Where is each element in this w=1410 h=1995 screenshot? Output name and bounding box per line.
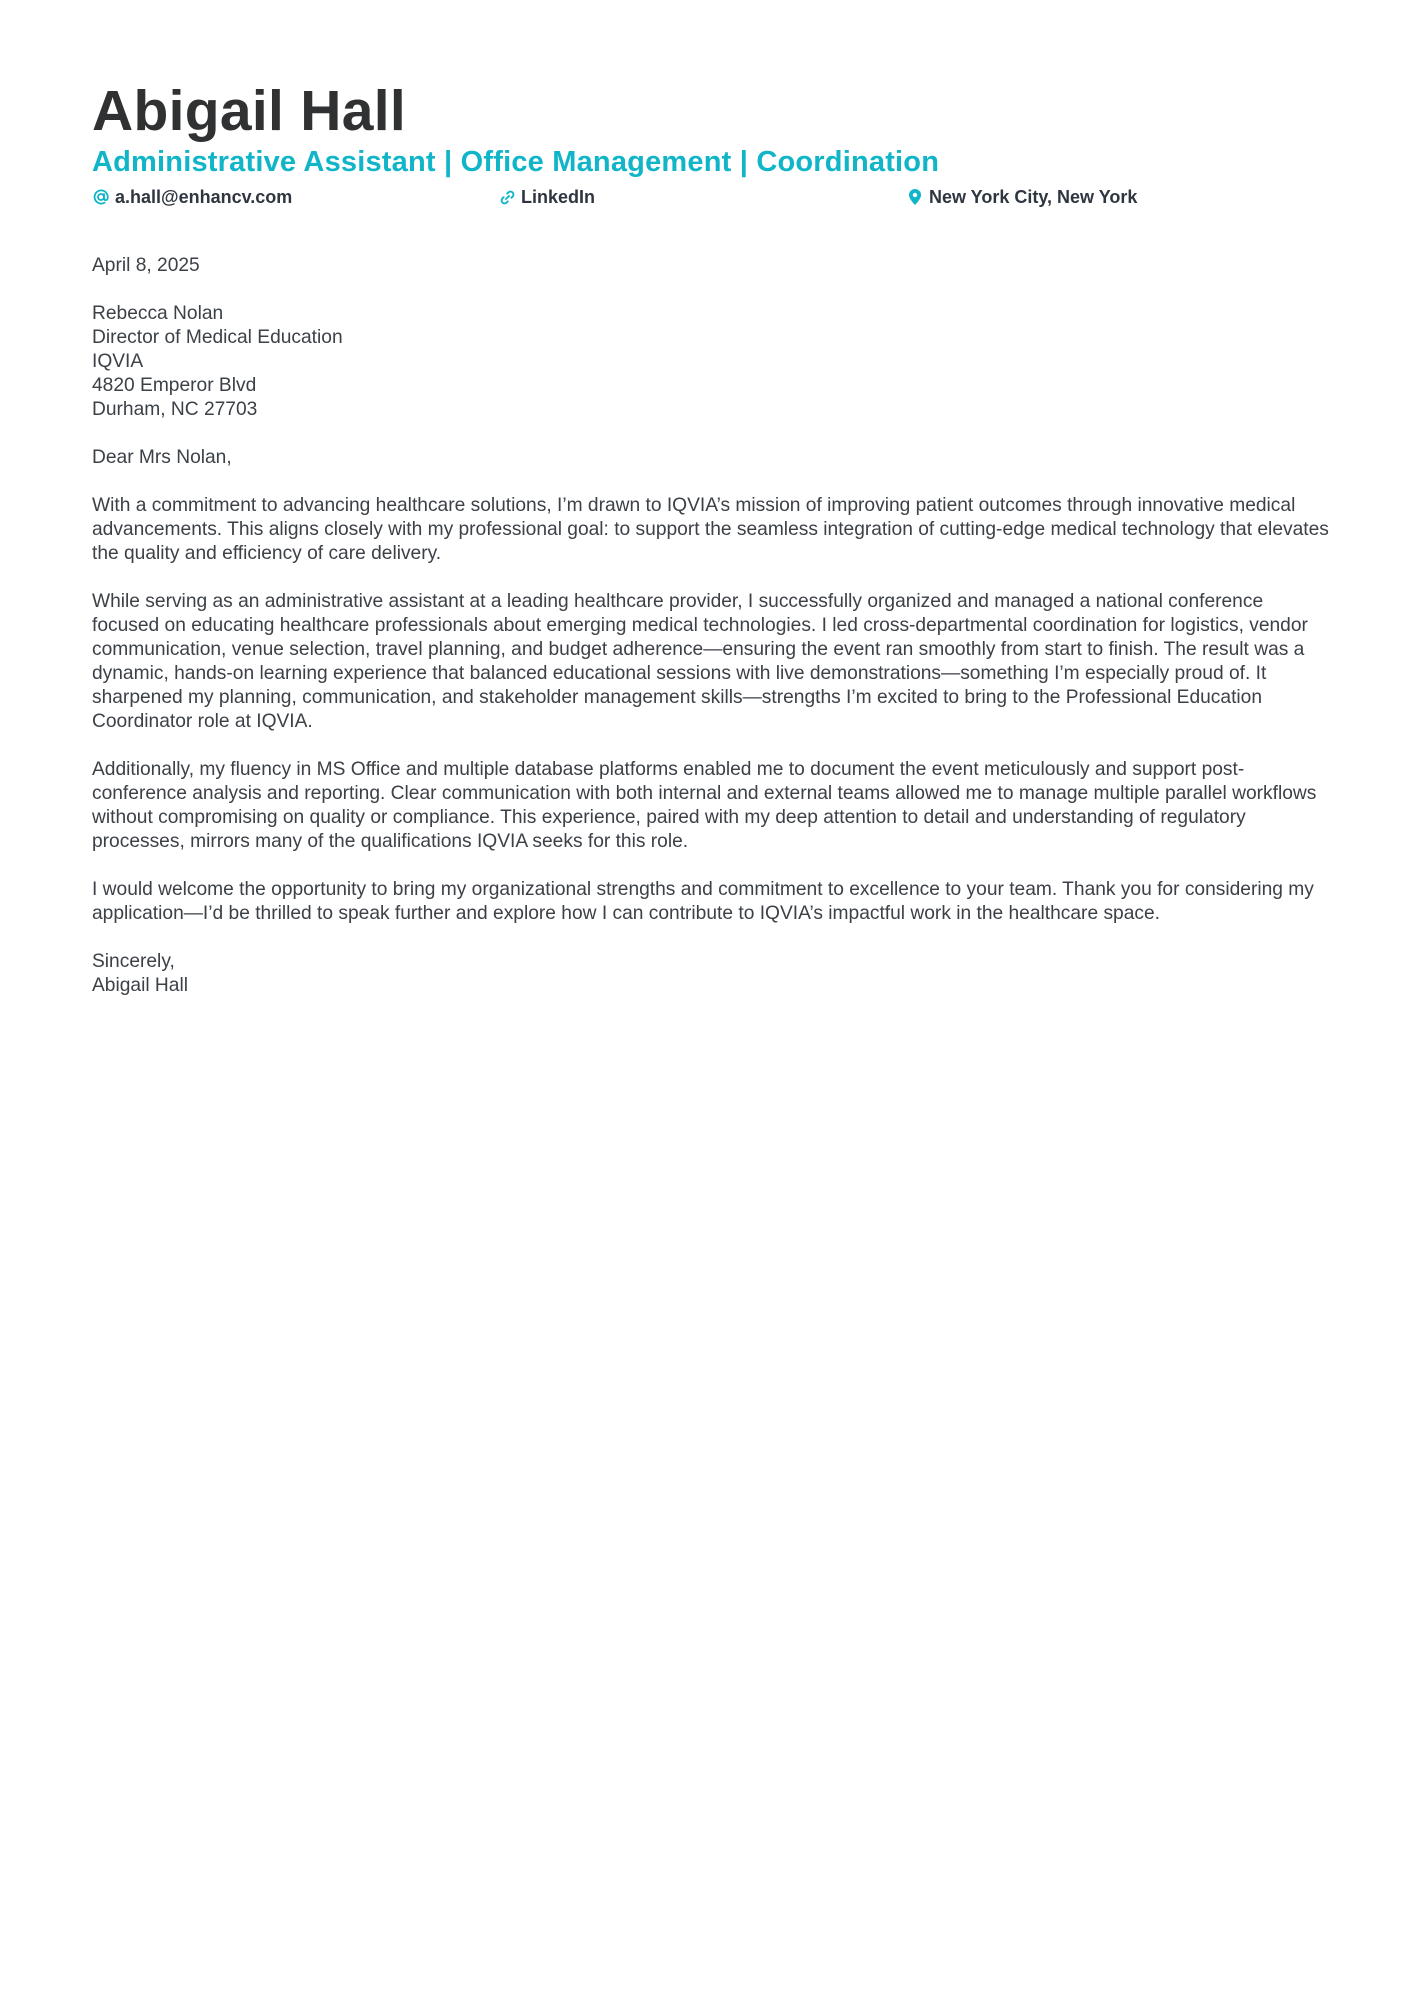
signature: Abigail Hall <box>92 975 188 996</box>
letter-body <box>92 254 1332 998</box>
recipient-title: Director of Medical Education <box>92 327 343 348</box>
paragraph: Additionally, my fluency in MS Office and multiple database platforms enabled me to document the event meticulously and support post-conference analysis and reporting. Clear communication with both internal and external teams allowed me to manage multiple parallel workflows without compromising on quality or compliance. This experience, paired with my deep attention to detail and understanding of regulatory processes, mirrors many of the qualifications IQVIA seeks for this role. <box>92 759 1317 852</box>
salutation: Dear Mrs Nolan, <box>92 447 232 468</box>
map-pin-icon <box>906 187 924 207</box>
email-text: a.hall@enhancv.com <box>115 187 293 207</box>
recipient-city: Durham, NC 27703 <box>92 399 258 420</box>
location <box>906 184 1137 210</box>
at-icon <box>92 187 110 207</box>
paragraph: I would welcome the opportunity to bring my organizational strengths and commitment to excellence to your team. Thank you for considering my application—I’d be thrilled to speak further and explore how I can contribute to IQVIA’s impactful work in the healthcare space. <box>92 879 1314 924</box>
paragraph: With a commitment to advancing healthcare solutions, I’m drawn to IQVIA’s mission of improving patient outcomes through innovative medical advancements. This aligns closely with my professional goal: to support the seamless integration of cutting-edge medical technology that elevates the quality and efficiency of care delivery. <box>92 495 1329 564</box>
recipient-name: Rebecca Nolan <box>92 303 224 324</box>
link-icon <box>498 187 516 207</box>
applicant-name: Abigail Hall <box>92 79 406 143</box>
recipient-street: 4820 Emperor Blvd <box>92 375 257 396</box>
closing: Sincerely, <box>92 951 175 972</box>
sign-off <box>92 950 1332 998</box>
paragraph: While serving as an administrative assistant at a leading healthcare provider, I successfully organized and managed a national conference focused on educating healthcare professionals about emerging medical technologies. I led cross-departmental coordination for logistics, vendor communication, venue selection, travel planning, and budget adherence—ensuring the event ran smoothly from start to finish. The result was a dynamic, hands-on learning experience that balanced educational sessions with live demonstrations—something I’m especially proud of. It sharpened my planning, communication, and stakeholder management skills—strengths I’m excited to bring to the Professional Education Coordinator role at IQVIA. <box>92 591 1308 732</box>
cover-letter-page <box>92 78 1332 1022</box>
letter-date: April 8, 2025 <box>92 255 200 276</box>
linkedin-text: LinkedIn <box>521 187 596 207</box>
location-text: New York City, New York <box>929 187 1138 207</box>
applicant-headline: Administrative Assistant | Office Management | Coordination <box>92 146 940 178</box>
contact-bar <box>92 184 1332 218</box>
recipient-company: IQVIA <box>92 351 144 372</box>
linkedin-link[interactable] <box>498 184 595 210</box>
email-link[interactable] <box>92 184 292 210</box>
recipient-address <box>92 302 1332 422</box>
